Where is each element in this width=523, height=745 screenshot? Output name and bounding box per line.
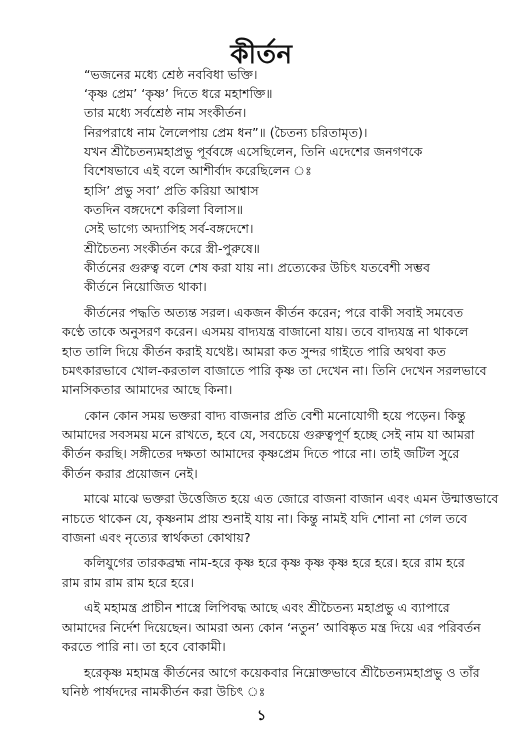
paragraph-line: হরেকৃষ্ণ মহামন্ত্র কীর্তনের আগে কয়েকবার নিম্নোক্তভাবে শ্রীচৈতন্যমহাপ্রভু ও তাঁর	[84, 665, 480, 680]
verse-line: কীর্তনের গুরুত্ব বলে শেষ করা যায় না। প্রত্যেকের উচিৎ যতবেশী সম্ভব	[84, 260, 430, 275]
paragraph-line: কীর্তন করছি। সঙ্গীতের দক্ষতা আমাদের কৃষ্ণপ্রেম দিতে পারে না। তাই জটিল সুরে	[62, 446, 460, 461]
verse-line: সেই ভাগ্যে অদ্যাপিহ সর্ব-বঙ্গদেশে।	[84, 221, 254, 236]
paragraph-line: আমাদের সবসময় মনে রাখতে, হবে যে, সবচেয়ে গুরুত্বপূর্ণ হচ্ছে সেই নাম যা আমরা	[62, 427, 475, 442]
paragraph-line: কোন কোন সময় ভক্তরা বাদ্য বাজনার প্রতি বেশী মনোযোগী হয়ে পড়েন। কিন্তু	[84, 408, 466, 423]
verse-line: কতদিন বঙ্গদেশে করিলা বিলাস॥	[84, 202, 244, 217]
verse-line: “ভজনের মধ্যে শ্রেষ্ঠ নববিধা ভক্তি।	[84, 67, 258, 82]
verse-line: ‘কৃষ্ণ প্রেম’ ‘কৃষ্ণ’ দিতে ধরে মহাশক্তি॥	[84, 86, 273, 101]
paragraph-line: ঘনিষ্ঠ পার্ষদদের নামকীর্তন করা উচিৎ ঃ	[62, 684, 266, 699]
paragraph-line: হাত তালি দিয়ে কীর্তন করাই যথেষ্ট। আমরা কত সুন্দর গাইতে পারি অথবা কত	[62, 344, 446, 359]
verse-line: কীর্তনে নিয়োজিত থাকা।	[84, 279, 207, 294]
paragraph-line: চমৎকারভাবে খোল-করতাল বাজাতে পারি কৃষ্ণ তা দেখেন না। তিনি দেখেন সরলভাবে	[62, 363, 487, 378]
verse-line: হাসি’ প্রভু সবা’ প্রতি করিয়া আশ্বাস	[84, 183, 259, 198]
paragraph-line: মানসিকতার আমাদের আছে কিনা।	[62, 382, 233, 397]
page-title: কীর্তন	[230, 40, 293, 70]
paragraph-line: এই মহামন্ত্র প্রাচীন শাস্ত্রে লিপিবদ্ধ আছে এবং শ্রীচৈতন্য মহাপ্রভু এ ব্যাপারে	[84, 600, 450, 615]
paragraph-line: রাম রাম রাম রাম হরে হরে।	[62, 575, 195, 590]
verse-line: যখন শ্রীচৈতন্যমহাপ্রভু পূর্ববঙ্গে এসেছিলেন, তিনি এদেশের জনগণকে	[84, 144, 423, 159]
paragraph-line: নাচতে থাকেন যে, কৃষ্ণনাম প্রায় শুনাই যায় না। কিন্তু নামই যদি শোনা না গেল তবে	[62, 511, 468, 526]
page-number: ১	[256, 708, 267, 724]
paragraph-line: আমাদের নির্দেশ দিয়েছেন। আমরা অন্য কোন ‘নতুন’ আবিষ্কৃত মন্ত্র দিয়ে এর পরিবর্তন	[62, 620, 481, 635]
verse-line: তার মধ্যে সর্বশ্রেষ্ঠ নাম সংকীর্তন।	[84, 105, 247, 120]
paragraph-line: কণ্ঠে তাকে অনুসরণ করেন। এসময় বাদ্যযন্ত্র বাজানো যায়। তবে বাদ্যযন্ত্র না থাকলে	[62, 324, 469, 339]
paragraph-line: কলিযুগের তারকব্রহ্ম নাম-হরে কৃষ্ণ হরে কৃষ্ণ কৃষ্ণ কৃষ্ণ হরে হরে। হরে রাম হরে	[84, 555, 465, 570]
verse-line: নিরপরাধে নাম লৈলেপায় প্রেম ধন”॥ (চৈতন্য চরিতামৃত)।	[84, 125, 368, 140]
paragraph-line: মাঝে মাঝে ভক্তরা উত্তেজিত হয়ে এত জোরে বাজনা বাজান এবং এমন উন্মাত্তভাবে	[84, 491, 499, 506]
verse-line: বিশেষভাবে এই বলে আশীর্বাদ করেছিলেন ঃ	[84, 163, 312, 178]
paragraph-line: বাজনা এবং নৃত্যের স্বার্থকতা কোথায়?	[62, 530, 251, 545]
paragraph-line: কীর্তনের পদ্ধতি অত্যন্ত সরল। একজন কীর্তন করেন; পরে বাকী সবাই সমবেত	[84, 305, 464, 320]
paragraph-line: করতে পারি না। তা হবে বোকামী।	[62, 639, 226, 654]
verse-line: শ্রীচৈতন্য সংকীর্তন করে স্ত্রী-পুরুষে॥	[84, 241, 260, 256]
paragraph-line: কীর্তন করার প্রয়োজন নেই।	[62, 466, 198, 481]
